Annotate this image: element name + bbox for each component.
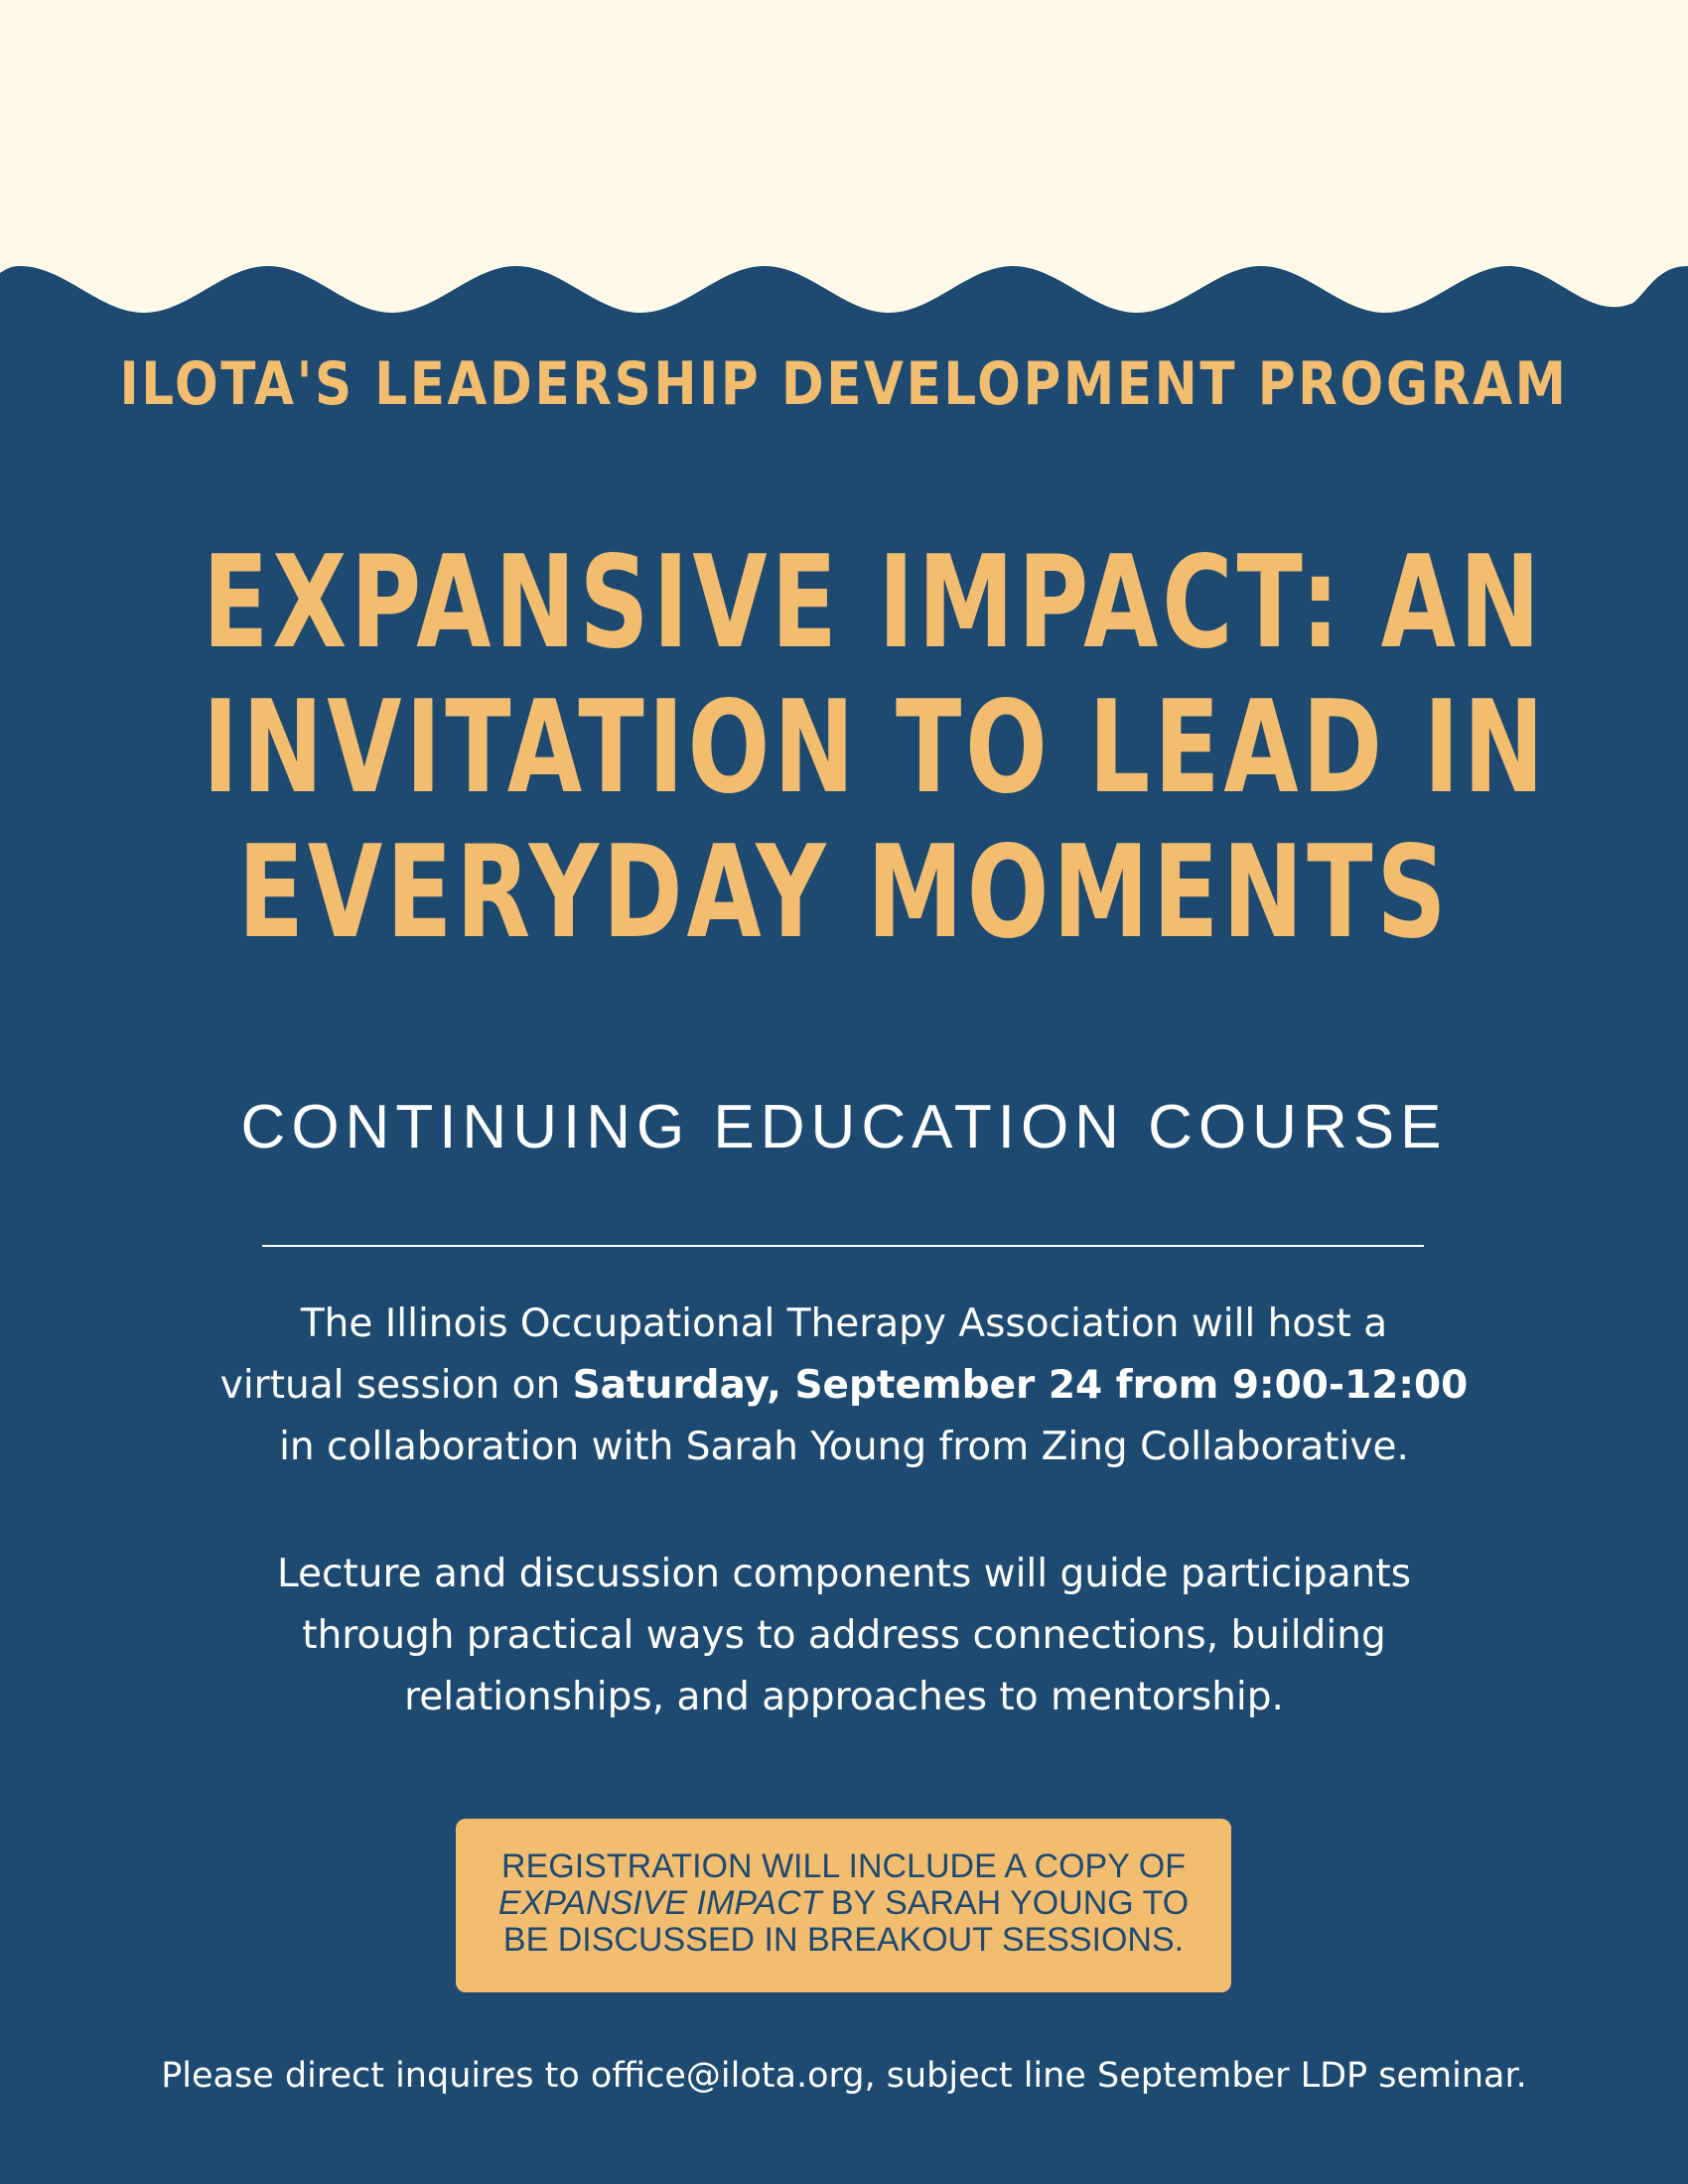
event-title-line: INVITATION TO LEAD IN [203, 674, 1548, 822]
paragraph-line: relationships, and approaches to mentorship. [404, 1675, 1284, 1719]
contact-footer: Please direct inquires to office@ilota.org, subject line September LDP seminar. [161, 2056, 1527, 2096]
callout-text: BY SARAH YOUNG TO [821, 1884, 1190, 1922]
book-title: EXPANSIVE IMPACT [497, 1884, 822, 1922]
callout-line [456, 1885, 1231, 1922]
callout-line: BE DISCUSSED IN BREAKOUT SESSIONS. [502, 1921, 1185, 1959]
event-details-paragraph [99, 1294, 1589, 1478]
program-title: ILOTA'S LEADERSHIP DEVELOPMENT PROGRAM [119, 349, 1569, 419]
event-title-line: EVERYDAY MOMENTS [237, 819, 1451, 967]
paragraph-line [99, 1355, 1589, 1417]
course-type-subtitle: CONTINUING EDUCATION COURSE [240, 1093, 1448, 1161]
paragraph-text: virtual session on [219, 1363, 573, 1408]
registration-callout-box [456, 1819, 1231, 1992]
event-title [203, 529, 1548, 967]
event-title-line: EXPANSIVE IMPACT: AN [203, 529, 1544, 677]
callout-line: REGISTRATION WILL INCLUDE A COPY OF [501, 1847, 1186, 1885]
paragraph-line: through practical ways to address connections, building [302, 1613, 1386, 1658]
paragraph-line: The Illinois Occupational Therapy Association will host a [300, 1301, 1388, 1346]
event-date-time: Saturday, September 24 from 9:00-12:00 [572, 1363, 1469, 1408]
course-description-paragraph [99, 1544, 1589, 1728]
divider-line [262, 1245, 1424, 1247]
paragraph-line: Lecture and discussion components will guide participants [276, 1552, 1412, 1596]
paragraph-line: in collaboration with Sarah Young from Zing Collaborative. [279, 1425, 1409, 1469]
